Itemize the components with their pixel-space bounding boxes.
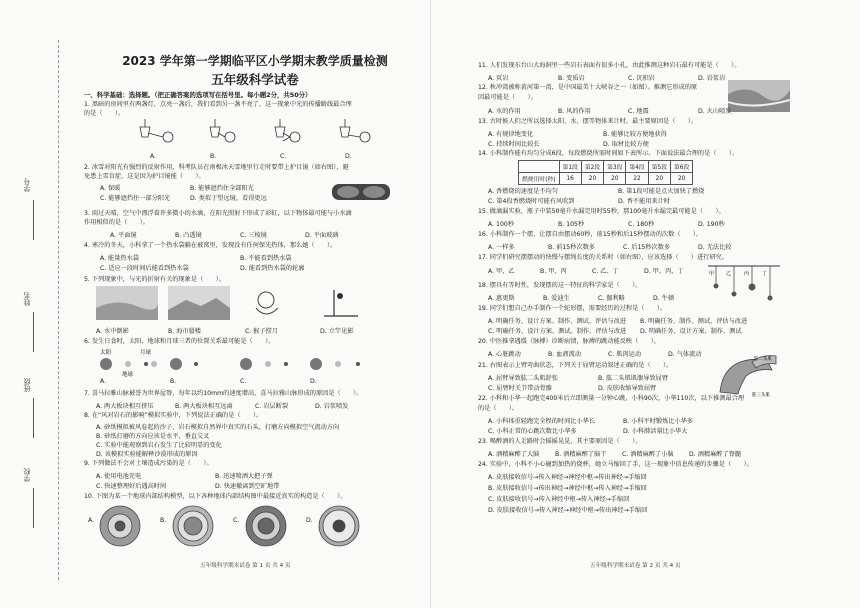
q24-option-c: C. 皮肤接收信号→传入神经中枢→传入神经→手缩回 bbox=[488, 496, 630, 503]
q6-option-a: A. bbox=[100, 378, 107, 385]
q20-option-d: D. 气体流动 bbox=[668, 351, 702, 358]
q3-option-b: B. 凸透镜 bbox=[175, 232, 202, 239]
question-13: 13. 古时候人们之所以选择太阳、水、摆等物体来计时，最主要原因是（ ）。 bbox=[478, 118, 698, 125]
question-6: 6. 发生日食时，太阳、地球和月球三者的位置关系最可能是（ ）。 bbox=[84, 338, 275, 345]
pendulum-label-bing: 丙 bbox=[744, 271, 750, 277]
q5-option-c: C. 猴子捞月 bbox=[245, 328, 279, 335]
question-17: 17. 同学们研究摆摆动的快慢与摆绳长度的关系时（如右图），应该选择（ ）进行研究。 bbox=[478, 254, 729, 261]
q6-option-b: B. bbox=[170, 378, 177, 385]
q16-option-c: C. 后15秒次数多 bbox=[623, 244, 671, 251]
page-footer-right: 五年级科学期末试卷 第 2 页 共 4 页 bbox=[590, 563, 681, 569]
q9-option-c: C. 快速整理好后遇高时间 bbox=[96, 483, 167, 490]
q15-option-c: C. 180秒 bbox=[628, 221, 655, 228]
q21-option-a: A. 屈臂导致肱二头肌舒张 bbox=[488, 375, 558, 382]
q17-option-b: B. 甲、丙 bbox=[540, 268, 567, 275]
arm-muscle-diagram bbox=[712, 352, 782, 398]
q20-option-b: B. 血液流动 bbox=[548, 351, 581, 358]
table-header-cell: 第5段 bbox=[648, 161, 670, 173]
q7-option-a: A. 两大板块相互挤压 bbox=[96, 403, 154, 410]
q13-option-d: D. 取材比较方便 bbox=[603, 141, 649, 148]
question-18: 18. 摆具有等时性，发现摆的这一特征的科学家是（ ）。 bbox=[478, 282, 642, 289]
q21-option-c: C. 屈臂时关节带动骨骼 bbox=[488, 385, 552, 392]
q16-option-a: A. 一样多 bbox=[488, 244, 515, 251]
q4-option-d: D. 能看到热水袋的轮廓 bbox=[240, 265, 305, 272]
q1-option-c: C. bbox=[280, 153, 287, 160]
question-5: 5. 下列现象中，与光的折射有关的现象是（ ）。 bbox=[84, 276, 225, 283]
exam-title: 2023 学年第一学期临平区小学期末教学质量检测 bbox=[122, 54, 388, 68]
q14-option-c: C. 第4段香燃烧时可能有风吹到 bbox=[488, 198, 575, 205]
q20-option-c: C. 肌肉运动 bbox=[608, 351, 642, 358]
q6-label-moon: 月球 bbox=[140, 350, 152, 356]
q5-option-d: D. 立竿见影 bbox=[320, 328, 354, 335]
binding-label-school: 学校 bbox=[23, 468, 31, 482]
table-cell: 20 bbox=[604, 173, 626, 185]
arm-label-biceps: 肱二头肌 bbox=[754, 357, 772, 362]
question-2-cont: 免患上雪盲症，这是因为护目镜能（ ）。 bbox=[84, 173, 205, 180]
q5-option-a: A. 水中倒影 bbox=[96, 328, 129, 335]
question-10: 10. 下图为某一个地球内部结构模型，以下各种地球内部结构图中最接近真实的构造是（ ）。 bbox=[84, 493, 347, 500]
q19-option-c: C. 明确任务、设计方案、测试、制作、评估与改进 bbox=[488, 328, 627, 335]
table-header-cell: 第4段 bbox=[626, 161, 648, 173]
q24-option-d: D. 皮肤接收信号→传入神经→神经中枢→传出神经→手缩回 bbox=[488, 507, 648, 514]
q23-option-a: A. 酒精麻醉了大脑 bbox=[488, 451, 540, 458]
question-23: 23. 喝醉酒的人走路时会摇摇晃晃，其主要原因是（ ）。 bbox=[478, 438, 642, 445]
q7-option-d: D. 岩浆喷发 bbox=[315, 403, 349, 410]
question-15: 15. 做滴漏实验，瓶子中装50毫升水漏完用时55秒，那100毫升水漏完最可能是（ ）。 bbox=[478, 208, 725, 215]
q8-option-a: A. 砂纸模拟被风卷起的沙子，岩石模拟自然界中真实的石头，打磨方向模拟空气流动方向 bbox=[96, 424, 340, 431]
q20-option-a: A. 心脏跳动 bbox=[488, 351, 521, 358]
question-21: 21. 右图表示上臂弯曲状态，下列关于屈臂运动叙述正确的是（ ）。 bbox=[478, 362, 673, 369]
q23-option-b: B. 酒精麻醉了脑干 bbox=[555, 451, 607, 458]
page-footer-left: 五年级科学期末试卷 第 1 页 共 4 页 bbox=[200, 563, 291, 569]
q10-option-c: C. bbox=[233, 517, 240, 524]
q4-option-c: C. 适应一段时间后能看到热水袋 bbox=[100, 265, 189, 272]
q1-option-a: A. bbox=[150, 153, 157, 160]
goggles-image bbox=[330, 178, 392, 206]
pendulum-label-ding: 丁 bbox=[762, 271, 768, 277]
q10-option-a: A. bbox=[88, 517, 95, 524]
q7-option-c: C. 岩层断裂 bbox=[255, 403, 289, 410]
binding-field-line bbox=[33, 200, 34, 240]
q19-option-a: A. 明确任务、设计方案、制作、测试、评估与改进 bbox=[488, 318, 626, 325]
question-3-cont: 作用相似的是（ ）。 bbox=[84, 219, 149, 226]
q18-option-d: D. 牛顿 bbox=[653, 295, 675, 302]
q6-eclipse-diagrams bbox=[96, 348, 396, 378]
q9-option-a: A. 使用电池充电 bbox=[96, 473, 142, 480]
question-24: 24. 实验中，小科不小心碰到加热的烧杯，她立马缩回了手，这一现象中信息传递的步骤是（ ）。 bbox=[478, 461, 753, 468]
q21-option-b: B. 肱二头肌肌腹导致屈臂 bbox=[598, 375, 669, 382]
table-cell: 22 bbox=[626, 173, 648, 185]
q1-option-b: B. bbox=[210, 153, 217, 160]
q4-option-b: B. 不能看到热水袋 bbox=[240, 255, 292, 262]
question-14: 14. 小科制作能有均匀分成6段，每段燃烧所需时间如下表所示。下面说法最合理的是（ ）。 bbox=[478, 150, 739, 157]
q10-earth-structure-diagrams bbox=[98, 504, 398, 548]
q24-option-a: A. 皮肤接收信号→传入神经→神经中枢→传出神经→手缩回 bbox=[488, 474, 647, 481]
q16-option-d: D. 无法比较 bbox=[698, 244, 732, 251]
question-16: 16. 小科制作一个摆，让摆自由摆动60秒，前15秒和后15秒摆动的次数（ ）。 bbox=[478, 231, 703, 238]
question-19: 19. 同学们想自己办手制作一个蛇形摆，需要经历的过程是（ ）。 bbox=[478, 305, 667, 312]
q24-option-b: B. 皮肤接收信号→传出神经→神经中枢→传入神经→手缩回 bbox=[488, 485, 647, 492]
q19-option-d: D. 明确任务、设计方案、制作、测试 bbox=[640, 328, 742, 335]
q11-option-b: B. 变质岩 bbox=[558, 75, 585, 82]
q8-option-c: C. 实验中能观察到岩石发生了比较明显的变化 bbox=[96, 442, 222, 449]
pendulum-diagram bbox=[706, 262, 782, 302]
q13-option-b: B. 能够比较方便地获得 bbox=[603, 131, 667, 138]
q14-option-d: D. 香不能用来计时 bbox=[618, 198, 671, 205]
q6-option-d: D. bbox=[310, 378, 317, 385]
question-20: 20. 中医推拿遇缓（脉搏）诊断病情，脉搏的跳动能反映（ ）。 bbox=[478, 338, 660, 345]
q7-option-b: B. 两大板块相互远离 bbox=[175, 403, 233, 410]
q1-lamp-diagrams bbox=[130, 115, 390, 153]
q23-option-c: C. 酒精麻醉了小脑 bbox=[622, 451, 674, 458]
q15-option-b: B. 105秒 bbox=[558, 221, 585, 228]
q12-option-a: A. 水的作用 bbox=[488, 108, 521, 115]
question-7: 7. 喜马拉雅山脉被誉为世界屋脊，每年以约10mm的速度增高，喜马拉雅山脉形成的原因是（ ）。 bbox=[84, 390, 363, 397]
q9-option-b: B. 迅速喷洒大把子弹 bbox=[215, 473, 273, 480]
q15-option-d: D. 190秒 bbox=[698, 221, 725, 228]
question-12-cont: 因最可能是（ ）。 bbox=[478, 94, 537, 101]
question-4: 4. 寒冷的冬天，小科拿了一个热水袋躺在被窝里，发现没有任何保先热体，那么她（ ）。 bbox=[84, 242, 337, 249]
q14-option-a: A. 香燃烧的速度是不均匀 bbox=[488, 188, 558, 195]
table-cell: 20 bbox=[648, 173, 670, 185]
q2-option-a: A. 保暖 bbox=[100, 185, 121, 192]
q18-option-c: C. 伽利略 bbox=[598, 295, 625, 302]
q21-option-d: D. 皮肤收缩导致屈臂 bbox=[598, 385, 657, 392]
q3-option-a: A. 平面镜 bbox=[110, 232, 137, 239]
table-cell: 20 bbox=[581, 173, 603, 185]
q12-option-b: B. 风的作用 bbox=[558, 108, 591, 115]
q11-option-d: D. 岩浆岩 bbox=[698, 75, 726, 82]
q2-option-b: B. 能够遮挡住全部阳光 bbox=[190, 185, 254, 192]
pendulum-label-yi: 乙 bbox=[726, 271, 732, 277]
q17-option-a: A. 甲、乙 bbox=[488, 268, 515, 275]
q19-option-b: B. 明确任务、制作、测试、评估与改进 bbox=[640, 318, 748, 325]
q22-option-b: B. 小科平时锻炼比小华多 bbox=[623, 418, 694, 425]
table-cell: 20 bbox=[671, 173, 693, 185]
table-header-cell: 第2段 bbox=[581, 161, 603, 173]
q22-option-c: C. 小科正常的心跳次数比小华多 bbox=[488, 428, 577, 435]
q2-option-d: D. 类似于望远镜，看得更远 bbox=[190, 195, 267, 202]
arm-label-triceps: 肱三头肌 bbox=[752, 393, 770, 398]
table-header-cell bbox=[519, 161, 560, 173]
q16-option-b: B. 前15秒次数多 bbox=[548, 244, 595, 251]
q23-option-d: D. 酒精麻醉了脊髓 bbox=[689, 451, 742, 458]
q11-option-c: C. 沉积岩 bbox=[628, 75, 655, 82]
section-heading: 一、科学基础：选择题。（把正确答案的选项写在括号里。每小题2分，共50分） bbox=[84, 91, 312, 99]
question-12: 12. 秋冲湾被称黄河第一湾，是中国最美十大峡谷之一（如图）。推测它形成的原 bbox=[478, 84, 698, 91]
question-2: 2. 冰雪对阳光有强烈的反射作用，科考队员在南极冰天雪地里行走时要带上护目镜（如右图），避 bbox=[84, 164, 349, 171]
q13-option-c: C. 持续时间比较长 bbox=[488, 141, 540, 148]
q17-option-d: D. 甲、丙、丁 bbox=[644, 268, 684, 275]
q6-label-earth: 地球 bbox=[122, 372, 134, 378]
q5-option-b: B. 海市蜃楼 bbox=[168, 328, 201, 335]
table-row-label: 燃烧用时(秒) bbox=[519, 173, 560, 185]
question-8: 8. 在“风对岩石的影响”模拟实验中，下列说法正确的是（ ）。 bbox=[84, 412, 263, 419]
q18-option-a: A. 惠更斯 bbox=[488, 295, 515, 302]
q18-option-b: B. 爱迪生 bbox=[543, 295, 570, 302]
q2-option-c: C. 能够遮挡住一部分阳光 bbox=[100, 195, 171, 202]
canyon-photo bbox=[728, 80, 790, 112]
q13-option-a: A. 有规律地变化 bbox=[488, 131, 534, 138]
q12-option-c: C. 地震 bbox=[628, 108, 649, 115]
question-1-cont: 的是（ ）。 bbox=[84, 110, 125, 117]
q14-incense-table bbox=[518, 160, 693, 185]
table-cell: 16 bbox=[559, 173, 581, 185]
binding-label-student-id: 学号 bbox=[23, 178, 31, 192]
question-1: 1. 黑暗的房间里有两盏灯，点亮一盏后，我们看到另一盏不亮了，这一现象中光的传播路线最合理 bbox=[84, 101, 352, 108]
q4-option-a: A. 能量热水袋 bbox=[100, 255, 139, 262]
binding-label-class: 班级 bbox=[23, 378, 31, 392]
q15-option-a: A. 100秒 bbox=[488, 221, 515, 228]
table-header-cell: 第3段 bbox=[604, 161, 626, 173]
q8-option-d: D. 该模拟实验能解释沙漠形成的原因 bbox=[96, 451, 198, 458]
pendulum-label-jia: 甲 bbox=[709, 271, 715, 277]
binding-margin bbox=[0, 0, 95, 608]
table-header-cell: 第1段 bbox=[559, 161, 581, 173]
q22-option-a: A. 小科体重轻跑完全程的时间比小华长 bbox=[488, 418, 596, 425]
q17-option-c: C. 乙、丁 bbox=[592, 268, 619, 275]
q1-option-d: D. bbox=[345, 153, 352, 160]
q14-option-b: B. 第1段可能是点火加快了燃烧 bbox=[618, 188, 705, 195]
q3-option-d: D. 平面玻璃 bbox=[305, 232, 339, 239]
binding-label-name: 姓名 bbox=[23, 292, 31, 306]
binding-field-line bbox=[33, 488, 34, 528]
q9-option-d: D. 快速撤离到空旷地带 bbox=[215, 483, 280, 490]
q12-option-d: D. 火山喷发 bbox=[698, 108, 732, 115]
binding-field-line bbox=[33, 398, 34, 438]
q8-option-b: B. 砂纸打磨的方向应该是水平、垂直交叉 bbox=[96, 433, 210, 440]
question-9: 9. 下列做法不会对土壤造成污染的是（ ）。 bbox=[84, 460, 213, 467]
question-11: 11. 人们发现东台山大海洞里一些岩石表面有很多小孔，由此推测这种岩石最有可能是（ ）。 bbox=[478, 62, 741, 69]
table-header-cell: 第6段 bbox=[671, 161, 693, 173]
q6-label-sun: 太阳 bbox=[100, 350, 112, 356]
binding-dashed-line bbox=[58, 40, 59, 580]
q22-option-d: D. 小科肺活量比小华大 bbox=[623, 428, 688, 435]
q5-photo-row bbox=[96, 286, 396, 322]
q11-option-a: A. 页岩 bbox=[488, 75, 509, 82]
q10-option-d: D. bbox=[306, 517, 313, 524]
binding-field-line bbox=[33, 312, 34, 352]
question-3: 3. 雨过天晴，空气中漂浮着许多微小的水滴，在阳光照射下形成了彩虹，以下物体最可能与小水滴 bbox=[84, 210, 352, 217]
question-22-cont: 的是（ ）。 bbox=[478, 405, 519, 412]
q3-option-c: C. 三棱镜 bbox=[240, 232, 267, 239]
exam-subtitle: 五年级科学试卷 bbox=[211, 72, 299, 87]
q10-option-b: B. bbox=[160, 517, 167, 524]
q6-option-c: C. bbox=[240, 378, 247, 385]
question-22: 22. 小科和小华一起跑完400米后立即测量一分钟心跳，小科90次，小华110次，以下推测最合理 bbox=[478, 395, 745, 402]
